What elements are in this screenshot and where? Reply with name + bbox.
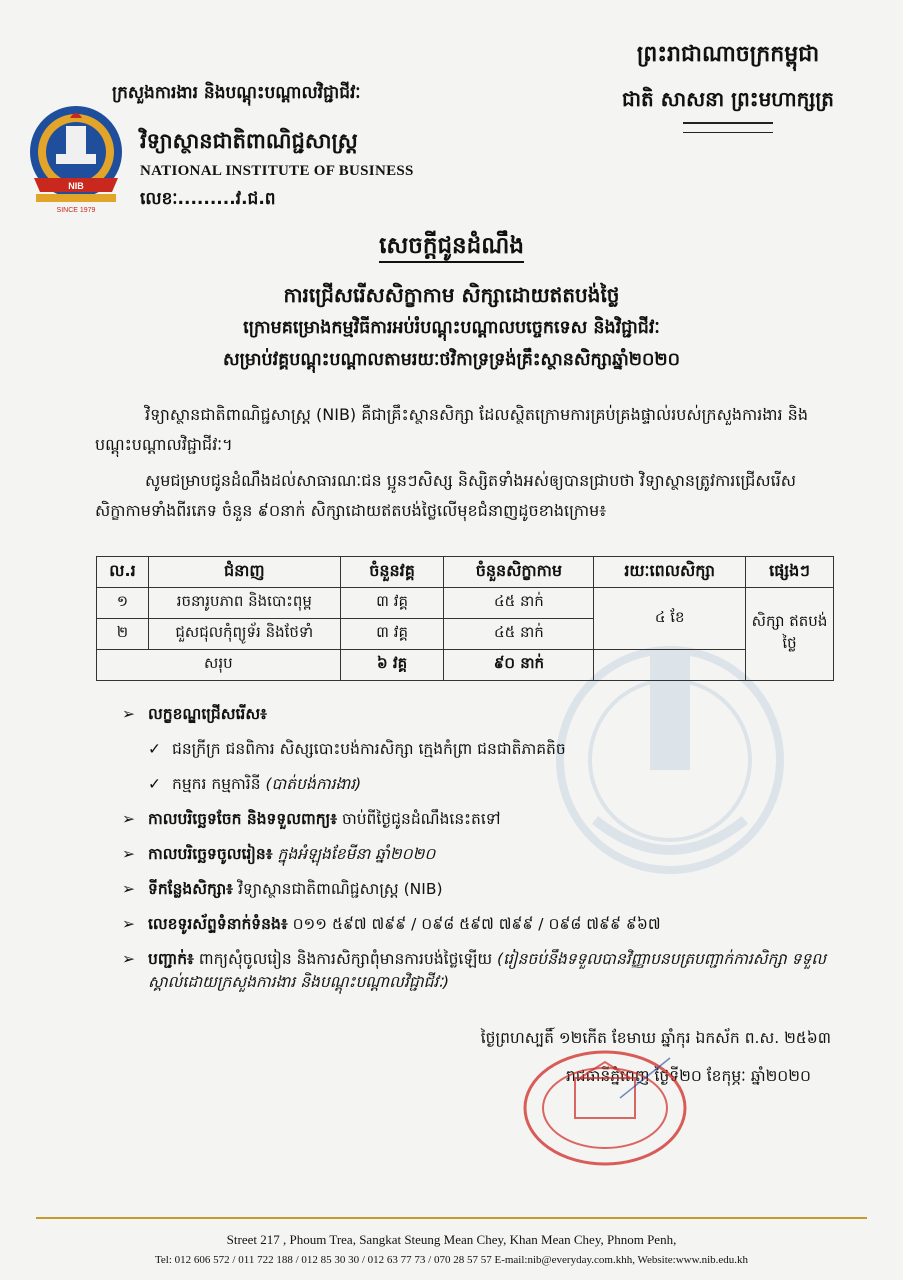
note-italic-text: (រៀនចប់នឹងទទួលបានវិញ្ញាបនបត្របញ្ជាក់ការសិក្សា ទទួលស្គាល់ដោយក្រសួងការងារ និងបណ្តុះបណ្តាលវិជ្ជាជីវៈ) — [148, 950, 827, 991]
cell-no: ១ — [97, 588, 149, 619]
start-text: ក្នុងអំឡុងខែមីនា ឆ្នាំ២០២០ — [277, 845, 436, 863]
list-item-start — [122, 843, 852, 866]
col-header-no: ល.រ — [97, 557, 149, 588]
col-header-duration: រយៈពេលសិក្សា — [594, 557, 746, 588]
cell-duration: ៤ ខែ — [594, 588, 746, 650]
contact-label: លេខទូរស័ព្ទទំនាក់ទំនង៖ — [148, 915, 288, 933]
total-label: សរុប — [97, 650, 341, 681]
location-label: ទីកន្លែងសិក្សា៖ — [148, 880, 233, 898]
criteria-label: លក្ខខណ្ឌជ្រើសរើស៖ — [148, 705, 267, 723]
footer-divider — [36, 1217, 867, 1219]
cell-trainees: ៤៥ នាក់ — [444, 588, 594, 619]
list-item-criteria — [122, 703, 852, 726]
contact-text: ០១១ ៥៩៧ ៧៩៩ / ០៩៨ ៥៩៧ ៧៩៩ / ០៩៨ ៧៩៩ ៩៦៧ — [292, 915, 661, 933]
total-batches: ៦ វគ្គ — [340, 650, 444, 681]
program-line: ក្រោមគម្រោងកម្មវិធីការអប់រំបណ្តុះបណ្តាលបច្ចេកទេស និងវិជ្ជាជីវៈ — [243, 318, 660, 338]
lunar-date: ថ្ងៃព្រហស្បតិ៍ ១២កើត ខែមាឃ ឆ្នាំកុរ ឯកស័ក ព.ស. ២៥៦៣ — [480, 1029, 831, 1047]
col-header-skill: ជំនាញ — [148, 557, 340, 588]
checkmark-icon: ✓ — [148, 740, 161, 758]
arrow-icon: ➢ — [122, 915, 135, 933]
note-label: បញ្ជាក់៖ — [148, 950, 194, 968]
arrow-icon: ➢ — [122, 880, 135, 898]
location-text: វិទ្យាស្ថានជាតិពាណិជ្ជសាស្ត្រ (NIB) — [237, 880, 443, 898]
cell-note: សិក្សា ឥតបង់ថ្លៃ — [746, 588, 834, 681]
start-label: កាលបរិច្ឆេទចូលរៀន៖ — [148, 845, 273, 863]
arrow-icon: ➢ — [122, 950, 135, 968]
footer-address: Street 217 , Phoum Trea, Sangkat Steung Mean Chey, Khan Mean Chey, Phnom Penh, — [226, 1232, 677, 1247]
list-item-contact — [122, 913, 852, 936]
arrow-icon: ➢ — [122, 705, 135, 723]
criteria-sub2-note: (បាត់បង់ការងារ) — [265, 775, 362, 793]
cell-batches: ៣ វគ្គ — [340, 588, 444, 619]
nib-logo — [26, 100, 126, 218]
logo-since-text: SINCE 1979 — [56, 207, 96, 214]
logo-nib-text: NIB — [68, 181, 84, 191]
col-header-batches: ចំនួនវគ្គ — [340, 557, 444, 588]
col-header-other: ផ្សេងៗ — [746, 557, 834, 588]
courses-table — [96, 556, 834, 681]
list-item-note — [122, 948, 852, 994]
ornament-divider — [683, 122, 773, 133]
list-item-registration — [122, 808, 852, 831]
table-row — [97, 588, 834, 619]
criteria-sub2-text: កម្មករ កម្មការិនី — [172, 775, 261, 793]
criteria-sub1-text: ជនក្រីក្រ ជនពិការ សិស្សបោះបង់ការសិក្សា ក្មេងកំព្រា ជនជាតិភាគតិច — [172, 740, 566, 758]
reference-number: លេខៈ.........វ.ជ.ព — [140, 189, 276, 209]
registration-text: ចាប់ពីថ្ងៃជូនដំណឹងនេះតទៅ — [341, 810, 501, 828]
total-duration-empty — [594, 650, 746, 681]
list-item-location — [122, 878, 852, 901]
institute-name-en: NATIONAL INSTITUTE OF BUSINESS — [140, 163, 414, 179]
details-list — [122, 703, 852, 1006]
arrow-icon: ➢ — [122, 810, 135, 828]
checkmark-icon: ✓ — [148, 775, 161, 793]
arrow-icon: ➢ — [122, 845, 135, 863]
notice-subtitle: ការជ្រើសរើសសិក្ខាកាម សិក្សាដោយឥតបង់ថ្លៃ — [283, 283, 620, 307]
budget-line: សម្រាប់វគ្គបណ្តុះបណ្តាលតាមរយៈថវិកាទ្រទ្រង់គ្រឹះស្ថានសិក្សាឆ្នាំ២០២០ — [222, 350, 681, 370]
cell-no: ២ — [97, 619, 149, 650]
solar-date: រាជធានីភ្នំពេញ ថ្ងៃទី២០ ខែកុម្ភៈ ឆ្នាំ២០២០ — [565, 1067, 811, 1085]
note-text: ពាក្យសុំចូលរៀន និងការសិក្សាពុំមានការបង់ថ្លៃឡើយ — [198, 950, 493, 968]
criteria-sub-item — [122, 738, 852, 761]
col-header-trainees: ចំនួនសិក្ខាកាម — [444, 557, 594, 588]
notice-title — [0, 232, 903, 265]
intro-paragraph: វិទ្យាស្ថានជាតិពាណិជ្ជសាស្ត្រ (NIB) គឺជាគ្រឹះស្ថានសិក្សា ដែលស្ថិតក្រោមការគ្រប់គ្រងផ្ទាល់របស់ក្រសួងការងារ និងបណ្តុះបណ្តាលវិជ្ជាជីវៈ។ — [95, 405, 808, 454]
notice-title-text: សេចក្តីជូនដំណឹង — [379, 233, 524, 263]
kingdom-title: ព្រះរាជាណាចក្រកម្ពុជា — [636, 42, 820, 67]
cell-skill: រចនារូបភាព និងបោះពុម្ព — [148, 588, 340, 619]
total-trainees: ៩០ នាក់ — [444, 650, 594, 681]
cell-trainees: ៤៥ នាក់ — [444, 619, 594, 650]
ministry-name: ក្រសួងការងារ និងបណ្តុះបណ្តាលវិជ្ជាជីវៈ — [112, 83, 361, 103]
kingdom-header — [593, 40, 863, 133]
table-total-row — [97, 650, 834, 681]
announcement-paragraph: សូមជម្រាបជូនដំណឹងដល់សាធារណៈជន ប្អូនៗសិស្ស និស្សិតទាំងអស់ឲ្យបានជ្រាបថា វិទ្យាស្ថានត្រូវការជ្រើសរើសសិក្ខាកាមទាំងពីរភេទ ចំនួន ៩០នាក់ សិក្សាដោយឥតបង់ថ្លៃលើមុខជំនាញដូចខាងក្រោម៖ — [95, 471, 796, 520]
cell-skill: ជួសជុលកុំព្យូទ័រ និងថែទាំ — [148, 619, 340, 650]
kingdom-motto: ជាតិ សាសនា ព្រះមហាក្សត្រ — [622, 87, 834, 111]
table-header-row — [97, 557, 834, 588]
institute-name-kh: វិទ្យាស្ថានជាតិពាណិជ្ជសាស្ត្រ — [140, 129, 358, 153]
footer-contacts: Tel: 012 606 572 / 011 722 188 / 012 85 30 30 / 012 63 77 73 / 070 28 57 57 E-mail:nib@everyday.com.khh, Website:www.nib.edu.kh — [154, 1254, 749, 1266]
cell-batches: ៣ វគ្គ — [340, 619, 444, 650]
criteria-sub-item — [122, 773, 852, 796]
official-stamp — [520, 1048, 690, 1168]
registration-label: កាលបរិច្ឆេទចែក និងទទួលពាក្យ៖ — [148, 810, 338, 828]
